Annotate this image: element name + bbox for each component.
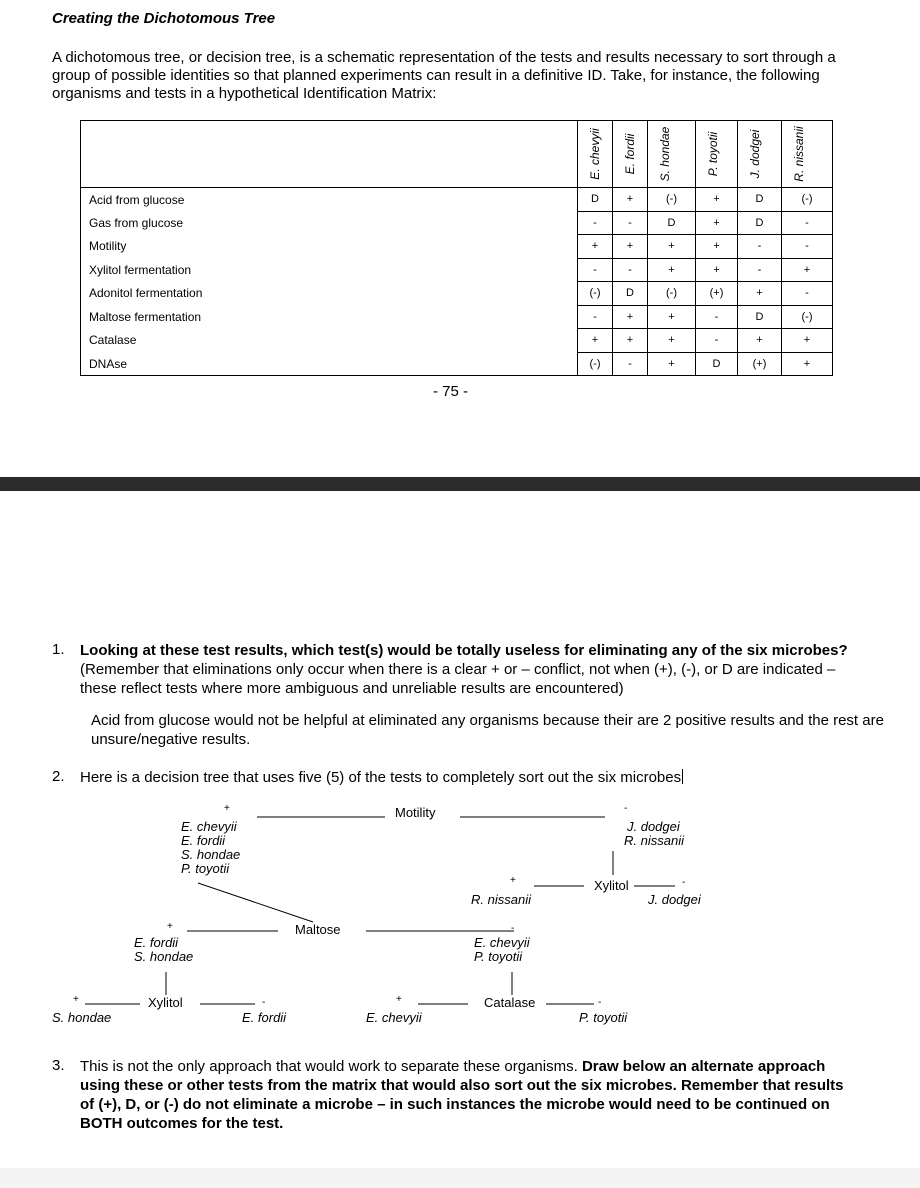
result-r-nissanii: R. nissanii: [471, 892, 531, 907]
test-name: DNAse: [81, 352, 578, 376]
result-cell: D: [696, 352, 738, 376]
page-title: Creating the Dichotomous Tree: [52, 10, 276, 27]
result-cell: +: [696, 258, 738, 282]
maltose-minus-group: [474, 936, 530, 964]
matrix-corner: [81, 121, 578, 188]
result-cell: (-): [782, 305, 833, 329]
result-cell: (-): [578, 352, 613, 376]
result-cell: D: [738, 305, 782, 329]
motility-minus-group: [624, 820, 684, 848]
result-cell: +: [738, 329, 782, 353]
result-cell: (+): [696, 282, 738, 306]
organism-header: [578, 121, 613, 188]
result-cell: -: [738, 258, 782, 282]
result-cell: (-): [578, 282, 613, 306]
q3-text: [80, 1057, 850, 1133]
matrix-row: [81, 352, 833, 376]
result-cell: +: [578, 235, 613, 259]
result-p-toyotii: P. toyotii: [579, 1010, 628, 1025]
result-cell: +: [782, 258, 833, 282]
q3-number: 3.: [52, 1057, 65, 1074]
organism-label: E. fordii: [623, 133, 637, 175]
catalase-plus-sign: +: [396, 994, 402, 1005]
organism-name: J. dodgei: [627, 819, 680, 834]
result-cell: D: [738, 211, 782, 235]
q3-text-bold: Draw below an alternate approach using these or other tests from the matrix that would also sort out the six microbes. Remember that results of (+), D, or (-) do not eliminate a microbe – in such instances the microbe would need to be continued on BOTH outcomes for the test.: [80, 1058, 844, 1132]
result-cell: +: [613, 329, 648, 353]
test-name: Maltose fermentation: [81, 305, 578, 329]
organism-label: S. hondae: [658, 126, 672, 182]
result-s-hondae: S. hondae: [52, 1010, 112, 1025]
organism-name: R. nissanii: [624, 833, 684, 848]
result-cell: +: [696, 188, 738, 212]
result-cell: (-): [648, 188, 696, 212]
q2-text: [80, 768, 860, 787]
xylitol-node: Xylitol: [594, 878, 629, 893]
result-cell: +: [578, 329, 613, 353]
q2-number: 2.: [52, 768, 65, 785]
decision-tree: [0, 795, 920, 1030]
maltose-minus-sign: -: [511, 923, 515, 934]
q1-question-bold: Looking at these test results, which test(s) would be totally useless for eliminating any of the six microbes?: [80, 642, 848, 659]
result-cell: -: [696, 329, 738, 353]
result-cell: +: [648, 235, 696, 259]
matrix-row: [81, 282, 833, 306]
organism-name: E. chevyii: [474, 935, 530, 950]
motility-plus-sign: +: [224, 803, 230, 814]
result-cell: -: [696, 305, 738, 329]
result-cell: -: [782, 282, 833, 306]
q1-number: 1.: [52, 641, 65, 658]
organism-name: S. hondae: [181, 847, 241, 862]
test-name: Acid from glucose: [81, 188, 578, 212]
text-cursor: [682, 769, 683, 784]
result-j-dodgei: J. dodgei: [648, 892, 701, 907]
matrix-row: [81, 188, 833, 212]
xylitol2-plus-sign: +: [73, 994, 79, 1005]
result-cell: (-): [648, 282, 696, 306]
organism-header: [738, 121, 782, 188]
result-cell: +: [648, 329, 696, 353]
organism-header: [696, 121, 738, 188]
q1-question-rest: (Remember that eliminations only occur when there is a clear + or – conflict, not when (+), (-), or D are indicated – these reflect tests where more ambiguous and unreliable results are encountered): [80, 661, 836, 697]
xylitol-plus-sign: +: [510, 875, 516, 886]
motility-minus-sign: -: [624, 803, 628, 814]
page-footer-strip: [0, 1168, 920, 1188]
tree-lines: [0, 795, 920, 1030]
xylitol2-minus-sign: -: [262, 997, 266, 1008]
organism-name: E. chevyii: [181, 819, 237, 834]
result-cell: -: [782, 211, 833, 235]
result-cell: -: [578, 211, 613, 235]
organism-name: P. toyotii: [181, 861, 230, 876]
organism-label: E. chevyii: [588, 128, 602, 180]
result-cell: +: [613, 235, 648, 259]
result-cell: +: [782, 329, 833, 353]
result-cell: D: [738, 188, 782, 212]
result-cell: +: [648, 258, 696, 282]
matrix-row: [81, 329, 833, 353]
test-name: Gas from glucose: [81, 211, 578, 235]
maltose-node: Maltose: [295, 922, 341, 937]
organism-name: E. fordii: [134, 935, 179, 950]
test-name: Motility: [81, 235, 578, 259]
result-cell: -: [613, 211, 648, 235]
matrix-row: [81, 211, 833, 235]
result-cell: +: [648, 305, 696, 329]
organism-header: [782, 121, 833, 188]
result-cell: +: [613, 188, 648, 212]
result-cell: -: [578, 258, 613, 282]
identification-matrix: [80, 120, 833, 376]
result-cell: (-): [782, 188, 833, 212]
matrix-row: [81, 258, 833, 282]
intro-text: A dichotomous tree, or decision tree, is a schematic representation of the tests and results necessary to sort through a group of possible identities so that planned experiments can result in a definitive ID. Take, for instance, the following organisms and tests in a hypothetical Identification Matrix:: [52, 49, 836, 102]
organism-name: S. hondae: [134, 949, 194, 964]
xylitol2-node: Xylitol: [148, 995, 183, 1010]
organism-label: R. nissanii: [792, 126, 806, 182]
motility-plus-group: [181, 820, 240, 876]
result-cell: +: [648, 352, 696, 376]
matrix-row: [81, 305, 833, 329]
result-cell: D: [648, 211, 696, 235]
result-e-fordii: E. fordii: [242, 1010, 287, 1025]
result-cell: +: [782, 352, 833, 376]
matrix-row: [81, 235, 833, 259]
result-cell: -: [738, 235, 782, 259]
catalase-node: Catalase: [484, 995, 536, 1010]
result-cell: +: [696, 235, 738, 259]
result-cell: -: [613, 352, 648, 376]
q1-answer: Acid from glucose would not be helpful at eliminated any organisms because their are 2 positive results and the rest are unsure/negative results.: [91, 712, 884, 748]
intro-paragraph: [52, 49, 872, 103]
organism-name: E. fordii: [181, 833, 226, 848]
result-e-chevyii: E. chevyii: [366, 1010, 422, 1025]
result-cell: D: [613, 282, 648, 306]
q2-text-content: Here is a decision tree that uses five (5) of the tests to completely sort out the six microbes: [80, 769, 682, 786]
xylitol-minus-sign: -: [682, 877, 686, 888]
result-cell: -: [578, 305, 613, 329]
page-number: - 75 -: [433, 383, 469, 400]
matrix-body: [81, 188, 833, 376]
organism-label: P. toyotii: [706, 131, 720, 177]
group-to-maltose-connector: [198, 883, 313, 922]
result-cell: +: [696, 211, 738, 235]
matrix-header-row: [81, 121, 833, 188]
q3-text-normal: This is not the only approach that would work to separate these organisms.: [80, 1058, 582, 1075]
page-divider: [0, 477, 920, 491]
test-name: Xylitol fermentation: [81, 258, 578, 282]
maltose-plus-group: [134, 936, 193, 964]
organism-header: [613, 121, 648, 188]
motility-node: Motility: [395, 805, 436, 820]
catalase-minus-sign: -: [598, 997, 602, 1008]
q1-question: [80, 641, 860, 698]
test-name: Adonitol fermentation: [81, 282, 578, 306]
test-name: Catalase: [81, 329, 578, 353]
result-cell: +: [738, 282, 782, 306]
organism-label: J. dodgei: [748, 129, 762, 179]
result-cell: +: [613, 305, 648, 329]
result-cell: (+): [738, 352, 782, 376]
result-cell: D: [578, 188, 613, 212]
organism-header: [648, 121, 696, 188]
maltose-plus-sign: +: [167, 921, 173, 932]
result-cell: -: [613, 258, 648, 282]
result-cell: -: [782, 235, 833, 259]
organism-name: P. toyotii: [474, 949, 523, 964]
